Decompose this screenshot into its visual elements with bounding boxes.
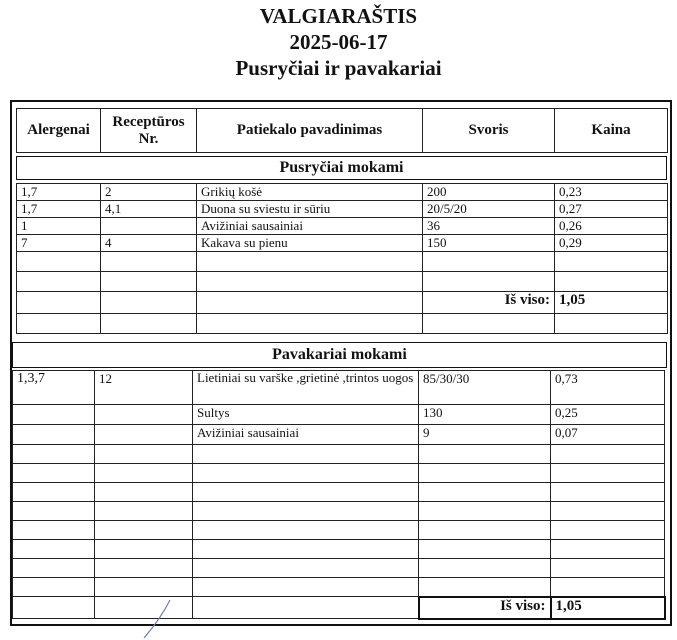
cell-recipe xyxy=(95,425,193,445)
column-header-table xyxy=(16,108,668,153)
col-header-dish-name: Patiekalo pavadinimas xyxy=(197,109,423,153)
col-header-price: Kaina xyxy=(555,109,668,153)
cell-dish-name: Avižiniai sausainiai xyxy=(193,425,419,445)
table-row xyxy=(17,218,668,235)
cell-dish-name: Kakava su pienu xyxy=(197,235,423,252)
table-row xyxy=(13,405,665,425)
cell-recipe: 4,1 xyxy=(101,201,197,218)
table-row xyxy=(13,371,665,405)
snack-total-label: Iš viso: xyxy=(419,597,551,619)
empty-row xyxy=(13,464,665,483)
breakfast-table xyxy=(16,183,668,334)
cell-price: 0,26 xyxy=(555,218,668,235)
empty-row xyxy=(13,502,665,521)
empty-row xyxy=(13,483,665,502)
cell-dish-name: Avižiniai sausainiai xyxy=(197,218,423,235)
menu-date: 2025-06-17 xyxy=(289,30,388,54)
cell-allergens: 7 xyxy=(17,235,101,252)
cell-allergens: 1,7 xyxy=(17,201,101,218)
breakfast-total-value: 1,05 xyxy=(555,292,668,314)
cell-allergens: 1 xyxy=(17,218,101,235)
cell-weight: 20/5/20 xyxy=(423,201,555,218)
cell-recipe xyxy=(95,405,193,425)
empty-row xyxy=(13,578,665,597)
cell-dish-name: Duona su sviestu ir sūriu xyxy=(197,201,423,218)
breakfast-total-label: Iš viso: xyxy=(423,292,555,314)
cell-weight: 85/30/30 xyxy=(419,371,551,405)
cell-dish-name: Lietiniai su varške ,grietinė ,trintos uogos xyxy=(193,371,419,405)
cell-dish-name: Sultys xyxy=(193,405,419,425)
table-row xyxy=(17,235,668,252)
empty-row xyxy=(13,559,665,578)
cell-recipe: 2 xyxy=(101,184,197,201)
empty-row xyxy=(17,252,668,272)
breakfast-section-title: Pusryčiai mokami xyxy=(279,159,404,176)
snack-total-value: 1,05 xyxy=(551,597,665,619)
menu-subtitle: Pusryčiai ir pavakariai xyxy=(235,56,442,80)
cell-price: 0,07 xyxy=(551,425,665,445)
cell-weight: 200 xyxy=(423,184,555,201)
cell-allergens xyxy=(13,405,95,425)
empty-row xyxy=(13,521,665,540)
pen-mark-icon xyxy=(140,598,174,640)
cell-dish-name: Grikių košė xyxy=(197,184,423,201)
total-row xyxy=(17,292,668,314)
cell-price: 0,23 xyxy=(555,184,668,201)
col-header-recipe: Receptūros Nr. xyxy=(101,109,197,153)
cell-price: 0,27 xyxy=(555,201,668,218)
cell-price: 0,25 xyxy=(551,405,665,425)
empty-row xyxy=(13,445,665,464)
col-header-weight: Svoris xyxy=(423,109,555,153)
cell-price: 0,29 xyxy=(555,235,668,252)
snack-section-title: Pavakariai mokami xyxy=(272,346,407,363)
menu-title: VALGIARAŠTIS xyxy=(259,4,418,28)
cell-recipe xyxy=(101,218,197,235)
cell-weight: 130 xyxy=(419,405,551,425)
col-header-allergens: Alergenai xyxy=(17,109,101,153)
table-row xyxy=(17,184,668,201)
cell-weight: 9 xyxy=(419,425,551,445)
cell-allergens: 1,3,7 xyxy=(13,371,95,405)
cell-recipe: 12 xyxy=(95,371,193,405)
empty-row xyxy=(13,540,665,559)
table-row xyxy=(13,425,665,445)
table-row xyxy=(17,201,668,218)
empty-row xyxy=(17,314,668,334)
empty-row xyxy=(17,272,668,292)
cell-recipe: 4 xyxy=(101,235,197,252)
cell-price: 0,73 xyxy=(551,371,665,405)
cell-weight: 150 xyxy=(423,235,555,252)
total-row xyxy=(13,597,665,619)
cell-allergens: 1,7 xyxy=(17,184,101,201)
snack-table xyxy=(12,370,666,620)
cell-weight: 36 xyxy=(423,218,555,235)
cell-allergens xyxy=(13,425,95,445)
